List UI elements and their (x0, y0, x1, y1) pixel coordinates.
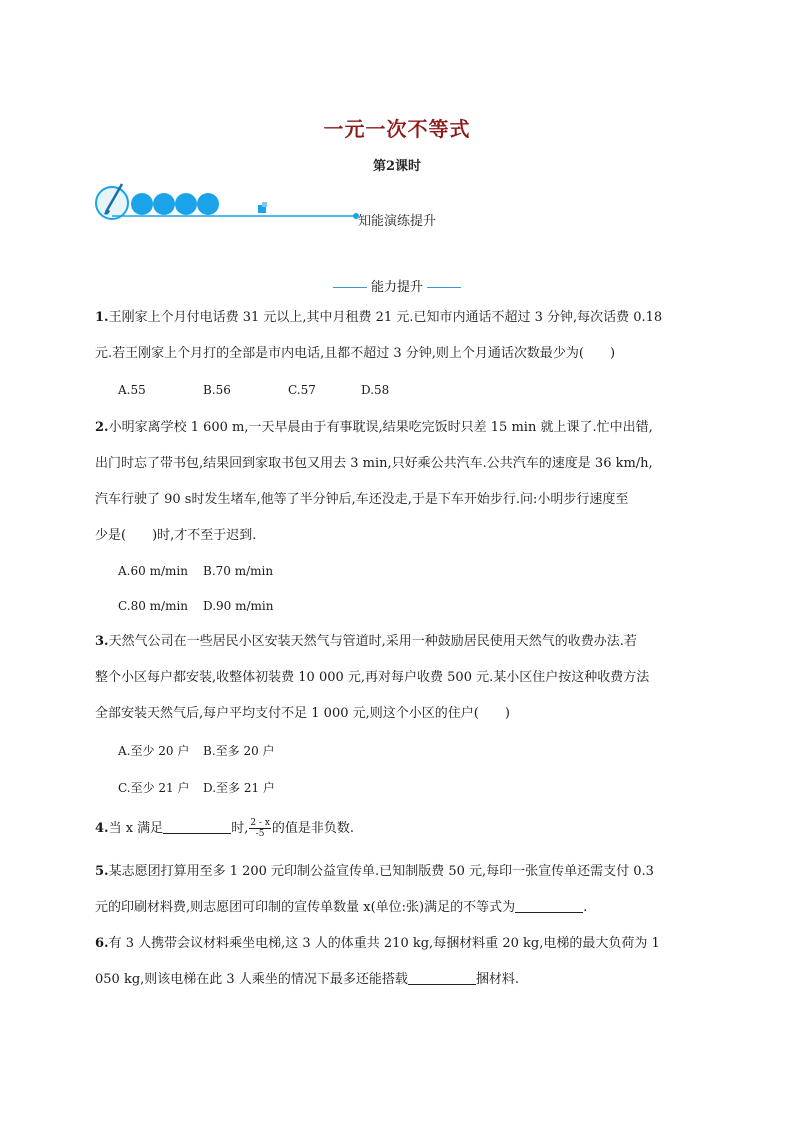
option-b: B.至多 20 户 (203, 744, 275, 758)
question-4 (95, 811, 700, 847)
question-text: 汽车行驶了 90 s时发生堵车,他等了半分钟后,车还没走,于是下车开始步行.问:小明步行速度至 (95, 492, 629, 507)
question-text: 的值是非负数. (271, 821, 355, 836)
question-text: 全部安装天然气后,每户平均支付不足 1 000 元,则这个小区的住户( ) (95, 706, 510, 721)
question-1 (95, 300, 700, 372)
heading-line-left (333, 287, 367, 288)
question-text: 时, (231, 821, 249, 836)
question-text: 少是( )时,才不至于迟到. (95, 528, 257, 543)
fraction (249, 818, 271, 839)
question-text: . (583, 900, 588, 915)
question-text: 某志愿团打算用至多 1 200 元印制公益宣传单.已知制版费 50 元,每印一张宣传单还需支付 0.3 (108, 864, 654, 879)
page-title: 一元一次不等式 (323, 117, 471, 141)
answer-blank[interactable] (515, 898, 583, 913)
question-text: 元的印刷材料费,则志愿团可印制的宣传单数量 x(单位:张)满足的不等式为 (95, 900, 516, 915)
banner-dot-2 (153, 193, 175, 215)
question-text: 小明家离学校 1 600 m,一天早晨由于有事耽误,结果吃完饭时只差 15 min 就上课了.忙中出错, (108, 420, 653, 435)
banner-label: 知能演练提升 (358, 214, 437, 229)
option-c: C.至少 21 户 (118, 781, 190, 795)
option-c: C.57 (288, 383, 316, 397)
question-number: 2. (95, 420, 109, 435)
answer-blank[interactable] (163, 819, 231, 834)
option-d: D.至多 21 户 (203, 781, 275, 795)
question-text: 王刚家上个月付电话费 31 元以上,其中月租费 21 元.已知市内通话不超过 3 分钟,每次话费 0.18 (108, 310, 663, 325)
question-5 (95, 854, 700, 926)
question-number: 5. (95, 864, 109, 879)
fraction-denominator: -5 (255, 829, 265, 839)
question-text: 天然气公司在一些居民小区安装天然气与管道时,采用一种鼓励居民使用天然气的收费办法.若 (108, 634, 637, 649)
question-text: 整个小区每户都安装,收整体初装费 10 000 元,再对每户收费 500 元.某小区住户按这种收费方法 (95, 670, 650, 685)
option-c: C.80 m/min (118, 599, 189, 613)
question-text: 当 x 满足 (108, 821, 164, 836)
option-d: D.58 (361, 383, 390, 397)
answer-blank[interactable] (408, 970, 476, 985)
section-heading-text: 能力提升 (370, 280, 423, 295)
question-6 (95, 926, 700, 998)
question-number: 3. (95, 634, 109, 649)
option-b: B.70 m/min (203, 564, 274, 578)
question-text: 050 kg,则该电梯在此 3 人乘坐的情况下最多还能搭载 (95, 972, 408, 987)
option-a: A.至少 20 户 (118, 744, 190, 758)
question-2 (95, 410, 700, 554)
option-d: D.90 m/min (203, 599, 274, 613)
question-number: 4. (95, 821, 109, 836)
question-text: 出门时忘了带书包,结果回到家取书包又用去 3 min,只好乘公共汽车.公共汽车的速度是 36 km/h, (95, 456, 653, 471)
question-text: 有 3 人携带会议材料乘坐电梯,这 3 人的体重共 210 kg,每捆材料重 20 kg,电梯的最大负荷为 1 (108, 936, 660, 951)
question-number: 1. (95, 310, 109, 325)
banner-dot-4 (197, 193, 219, 215)
section-heading (0, 276, 794, 295)
banner-dot-3 (175, 193, 197, 215)
fraction-numerator: 2 - x (250, 818, 270, 828)
heading-line-right (427, 287, 461, 288)
option-a: A.55 (118, 383, 146, 397)
lesson-subtitle: 第2课时 (372, 159, 422, 174)
question-3 (95, 624, 700, 732)
question-text: 元.若王刚家上个月打的全部是市内电话,且都不超过 3 分钟,则上个月通话次数最少为( ) (95, 346, 616, 361)
banner-dot-1 (131, 193, 153, 215)
question-number: 6. (95, 936, 109, 951)
question-text: 捆材料. (475, 972, 519, 987)
option-b: B.56 (203, 383, 231, 397)
option-a: A.60 m/min (118, 564, 188, 578)
